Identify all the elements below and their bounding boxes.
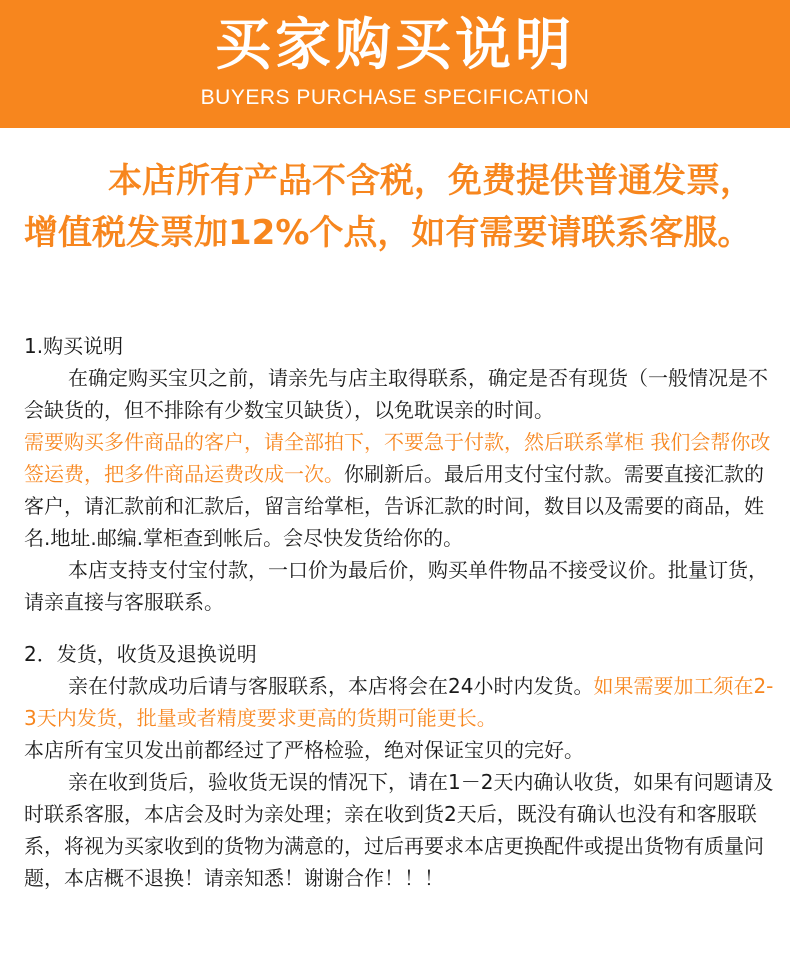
section1-heading: 1.购买说明 [24, 334, 124, 358]
header-banner [0, 0, 790, 128]
tax-invoice-notice [24, 155, 774, 259]
section1-paragraph1 [24, 362, 774, 426]
page-title: 买家购买说明 [215, 13, 575, 78]
shipping-time-text: 亲在付款成功后请与客服联系，本店将会在24小时内发货。 [68, 674, 594, 698]
instructions-body [24, 330, 774, 894]
section1-p3-text: 本店支持支付宝付款，一口价为最后价，购买单件物品不接受议价。批量订货，请亲直接与客服联系。 [24, 558, 768, 614]
notice-text: 本店所有产品不含税，免费提供普通发票，增值税发票加12%个点，如有需要请联系客服。 [24, 161, 754, 253]
section2-paragraph2: 本店所有宝贝发出前都经过了严格检验，绝对保证宝贝的完好。 [24, 738, 584, 762]
section2-paragraph1 [24, 670, 774, 734]
section2-heading: 2．发货，收货及退换说明 [24, 642, 257, 666]
section1-paragraph3 [24, 554, 774, 618]
payment-instructions: 你刷新后。最后用支付宝付款。需要直接汇款的客户，请汇款前和汇款后，留言给掌柜，告诉汇款的时间，数目以及需要的商品，姓名.地址.邮编.掌柜查到帐后。会尽快发货给你的。 [24, 462, 764, 550]
page-subtitle: BUYERS PURCHASE SPECIFICATION [200, 86, 590, 109]
section1-p1-text: 在确定购买宝贝之前，请亲先与店主取得联系，确定是否有现货（一般情况是不会缺货的，但不排除有少数宝贝缺货），以免耽误亲的时间。 [24, 366, 768, 422]
section2-paragraph3 [24, 766, 774, 894]
processing-time-notice: 如果需要加工须在2-3天内发货，批量或者精度要求更高的货期可能更长。 [24, 674, 774, 730]
multi-item-notice: 需要购买多件商品的客户，请全部拍下，不要急于付款，然后联系掌柜 我们会帮你改签运费，把多件商品运费改成一次。 [24, 430, 771, 486]
section1-paragraph2 [24, 426, 774, 554]
section2-p3-text: 亲在收到货后，验收货无误的情况下，请在1－2天内确认收货，如果有问题请及时联系客服，本店会及时为亲处理；亲在收到货2天后，既没有确认也没有和客服联系，将视为买家收到的货物为满意的，过后再要求本店更换配件或提出货物有质量问题，本店概不退换！请亲知悉！谢谢合作！！！ [24, 770, 774, 890]
